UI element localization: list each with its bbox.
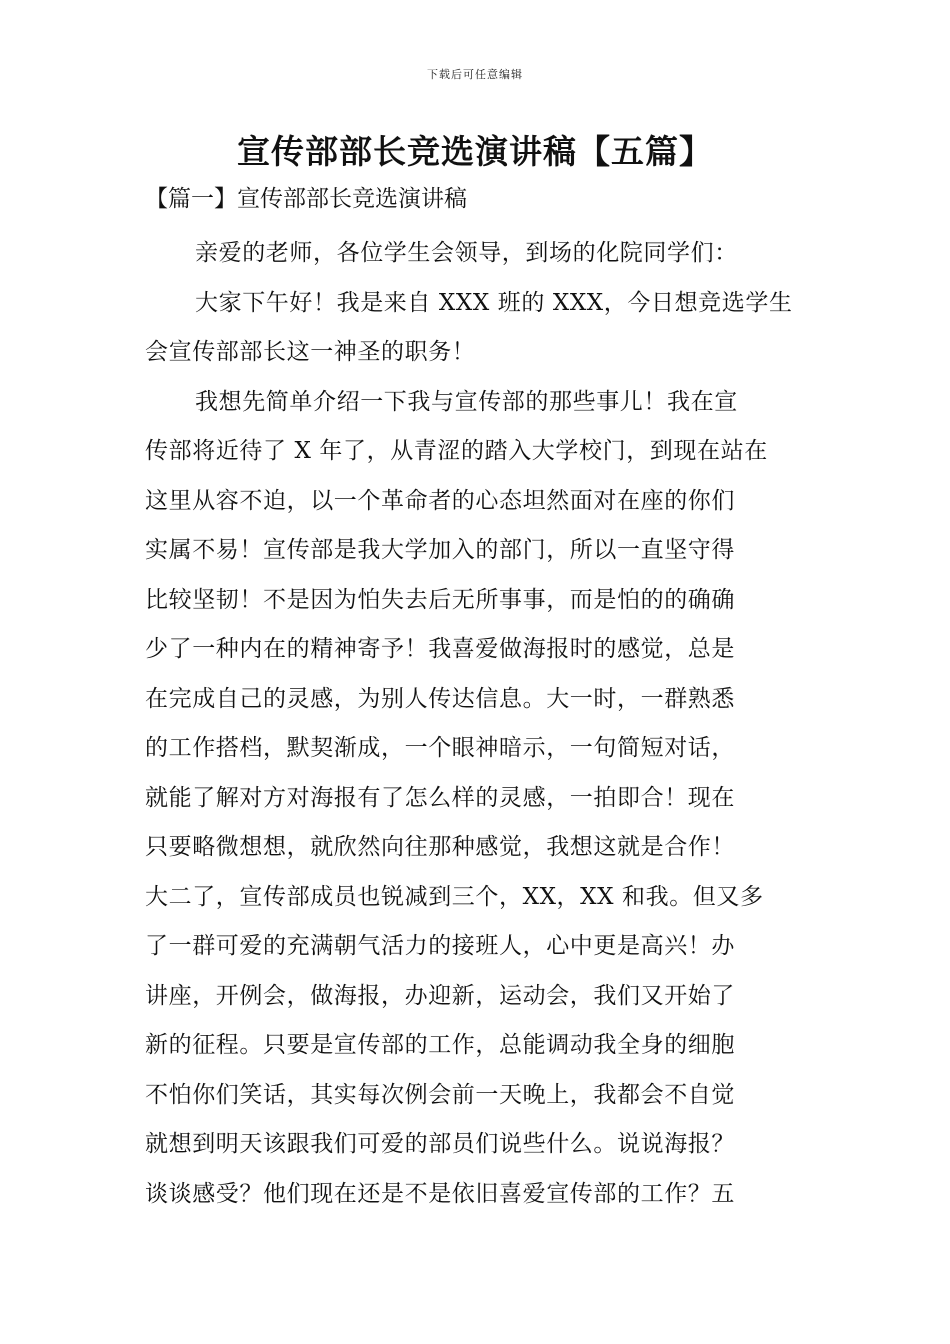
text-line: 就想到明天该跟我们可爱的部员们说些什么。说说海报？ <box>145 1131 735 1157</box>
text-line: 就能了解对方对海报有了怎么样的灵感，一拍即合！现在 <box>145 784 735 811</box>
text-line: 实属不易！宣传部是我大学加入的部门，所以一直坚守得 <box>145 537 735 563</box>
header-note: 下载后可任意编辑 <box>427 68 523 81</box>
text-line: 亲爱的老师，各位学生会领导，到场的化院同学们： <box>195 240 738 266</box>
text-line: 少了一种内在的精神寄予！我喜爱做海报时的感觉，总是 <box>145 636 735 662</box>
text-line: 新的征程。只要是宣传部的工作，总能调动我全身的细胞 <box>145 1032 735 1058</box>
paragraph-story <box>145 378 825 1220</box>
text-line: 会宣传部部长这一神圣的职务！ <box>145 339 476 365</box>
text-line: 了一群可爱的充满朝气活力的接班人，心中更是高兴！办 <box>145 933 735 959</box>
text-line: 讲座，开例会，做海报，办迎新，运动会，我们又开始了 <box>145 982 735 1009</box>
section-heading: 【篇一】宣传部部长竞选演讲稿 <box>145 186 467 212</box>
text-line: 这里从容不迫，以一个革命者的心态坦然面对在座的你们 <box>145 487 735 514</box>
text-line: 传部将近待了 X 年了，从青涩的踏入大学校门，到现在站在 <box>145 438 768 464</box>
text-line: 在完成自己的灵感，为别人传达信息。大一时，一群熟悉 <box>145 685 735 712</box>
text-line: 比较坚韧！不是因为怕失去后无所事事，而是怕的的确确 <box>145 586 735 613</box>
text-line: 只要略微想想，就欣然向往那种感觉，我想这就是合作！ <box>145 834 735 860</box>
text-line: 的工作搭档，默契渐成，一个眼神暗示，一句简短对话， <box>145 735 735 761</box>
paragraph-intro <box>145 279 825 378</box>
text-line: 我想先简单介绍一下我与宣传部的那些事儿！我在宣 <box>195 388 738 415</box>
document-body <box>145 229 825 1219</box>
paragraph-greeting <box>145 229 825 279</box>
text-line: 大家下午好！我是来自 XXX 班的 XXX，今日想竞选学生 <box>195 289 793 316</box>
text-line: 谈谈感受？他们现在还是不是依旧喜爱宣传部的工作？五 <box>145 1180 735 1207</box>
text-line: 大二了，宣传部成员也锐减到三个，XX，XX 和我。但又多 <box>145 883 764 910</box>
document-title: 宣传部部长竞选演讲稿【五篇】 <box>237 132 713 171</box>
text-line: 不怕你们笑话，其实每次例会前一天晚上，我都会不自觉 <box>145 1081 735 1108</box>
